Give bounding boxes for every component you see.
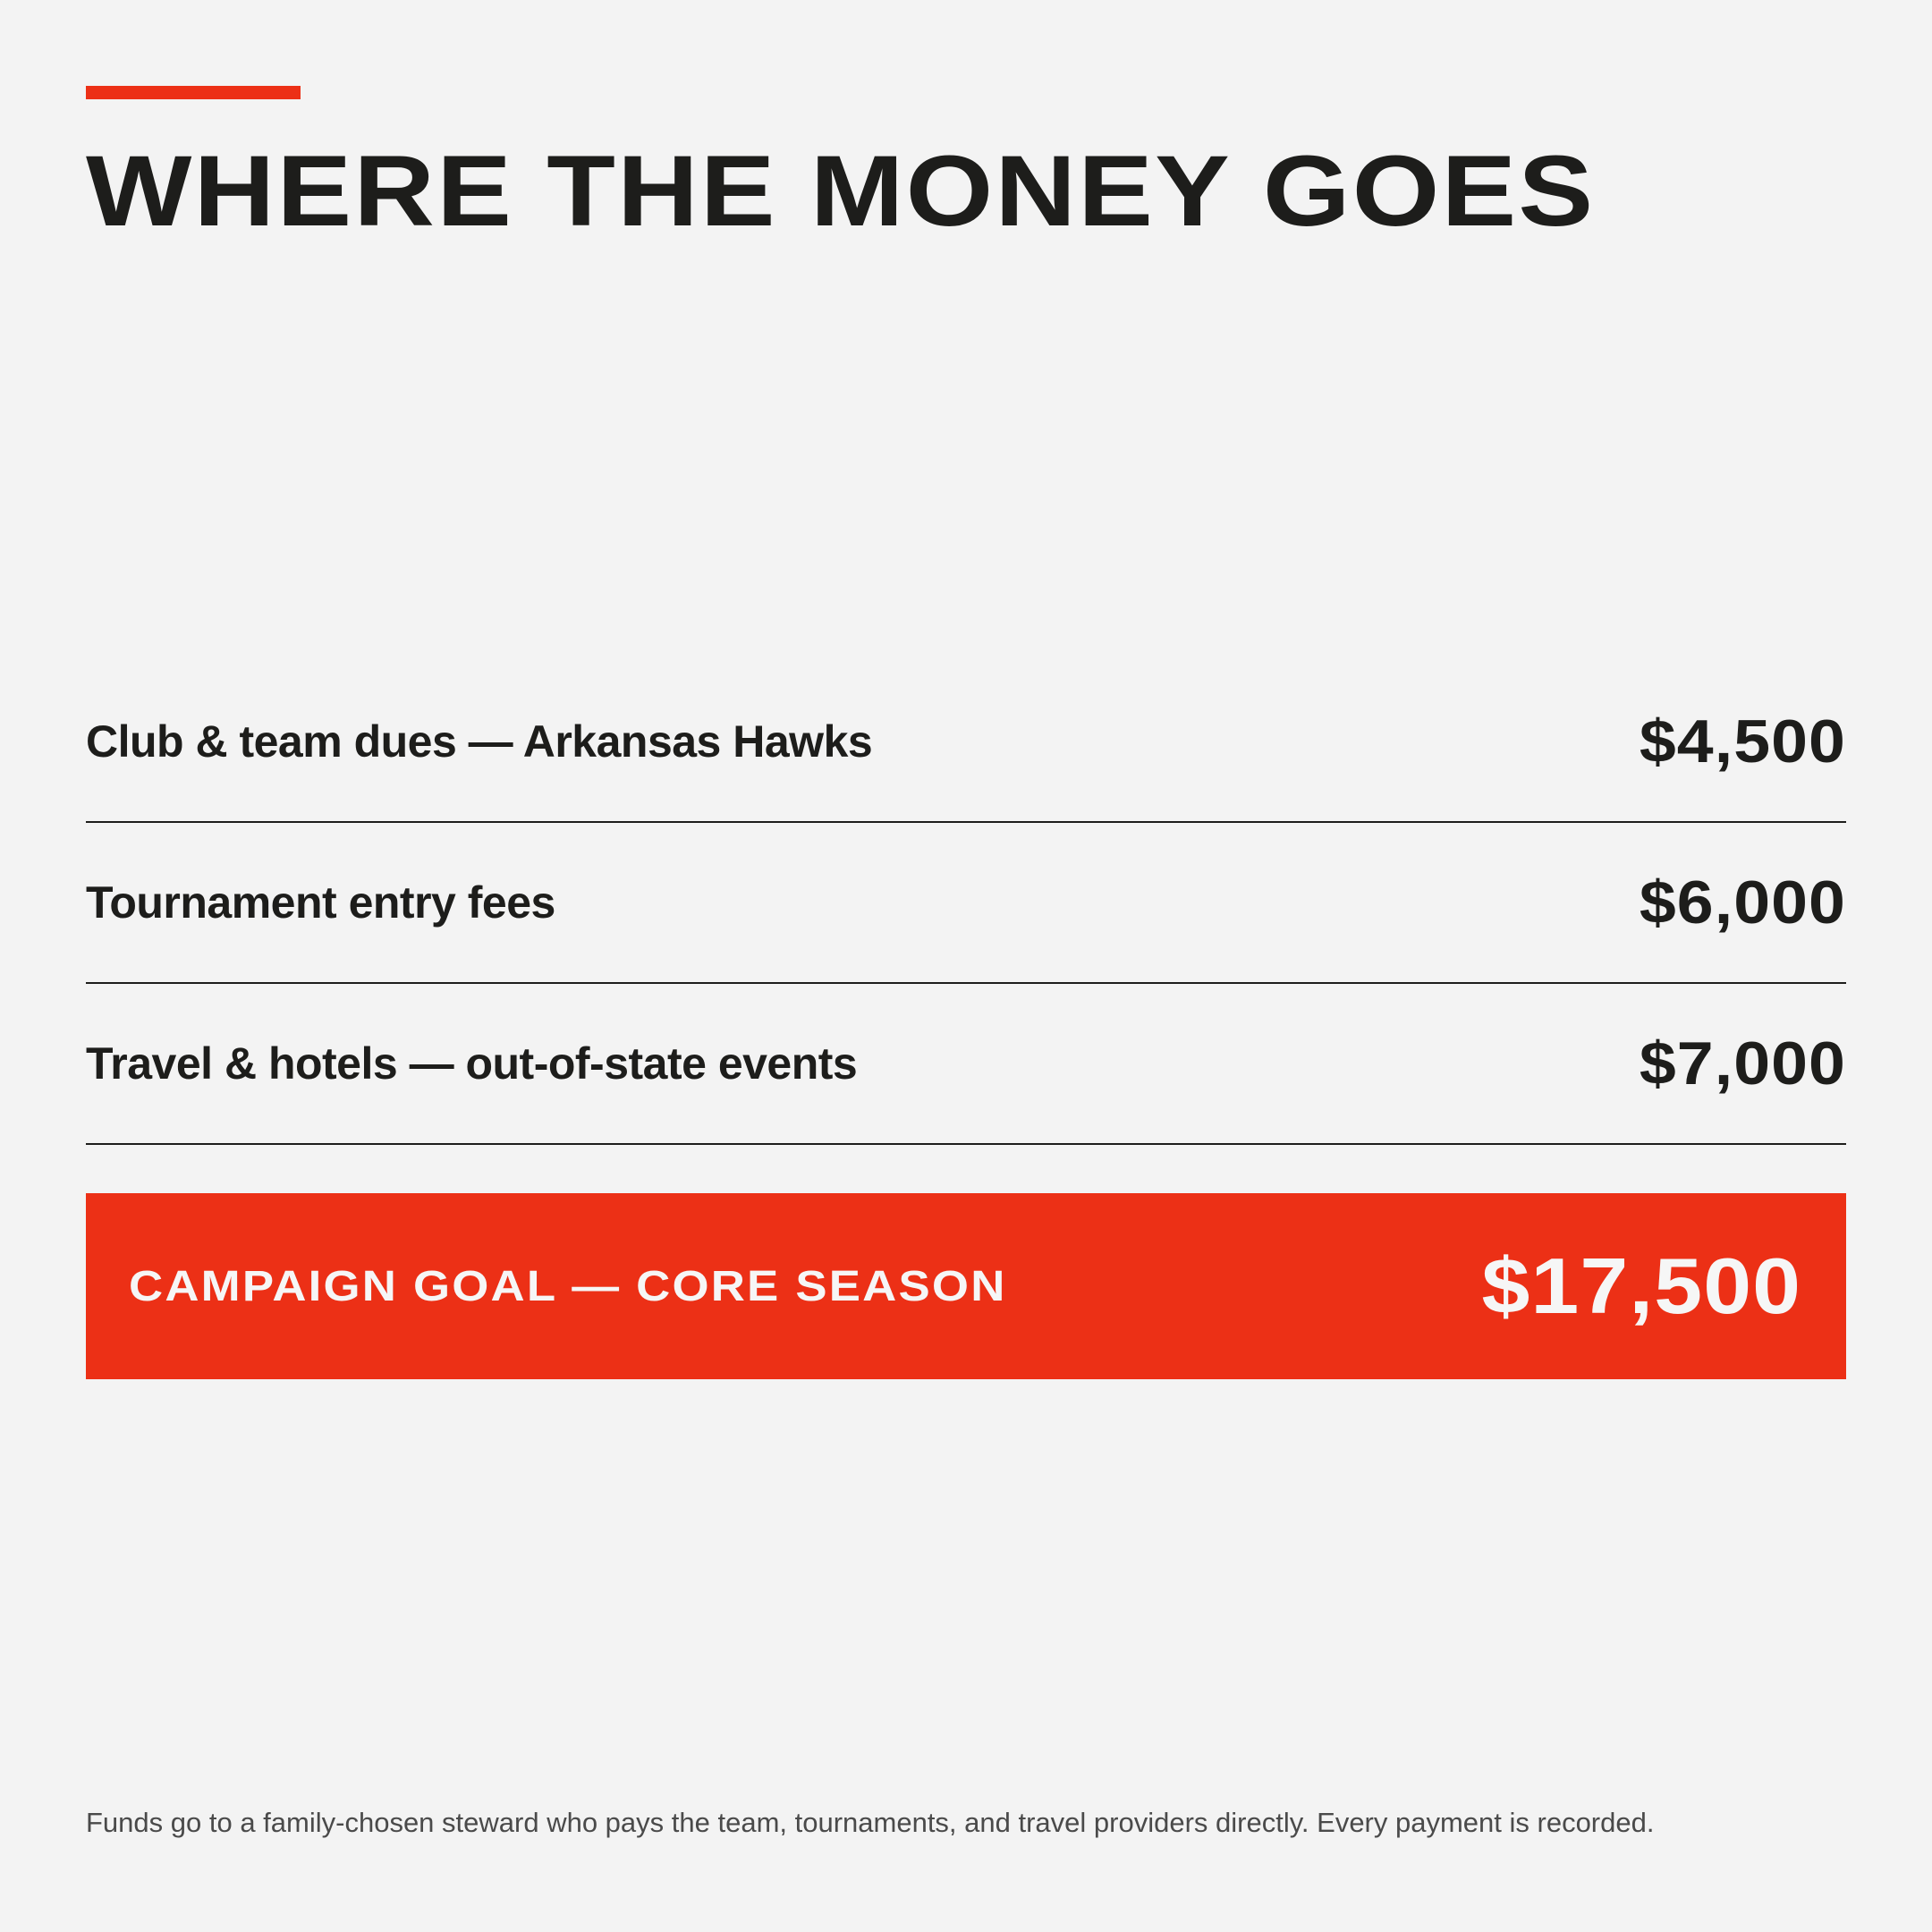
expense-amount: $7,000 — [1639, 1030, 1846, 1097]
expense-row-club-dues — [86, 662, 1846, 823]
expense-label: Tournament entry fees — [86, 877, 555, 928]
campaign-goal-box — [86, 1193, 1846, 1379]
expense-label: Club & team dues — Arkansas Hawks — [86, 716, 873, 767]
campaign-goal-label: CAMPAIGN GOAL — CORE SEASON — [129, 1262, 1007, 1310]
expense-label: Travel & hotels — out-of-state events — [86, 1038, 858, 1089]
expense-amount: $4,500 — [1639, 708, 1846, 775]
expense-list — [86, 662, 1846, 1145]
expense-amount: $6,000 — [1639, 869, 1846, 936]
expense-row-tournament-fees — [86, 823, 1846, 984]
campaign-goal-amount: $17,500 — [1481, 1241, 1801, 1330]
expense-row-travel-hotels — [86, 984, 1846, 1145]
footnote: Funds go to a family-chosen steward who pays the team, tournaments, and travel providers directly. Every payment is recorded. — [86, 1807, 1655, 1838]
accent-bar — [86, 86, 301, 99]
page-title: WHERE THE MONEY GOES — [86, 135, 1596, 247]
